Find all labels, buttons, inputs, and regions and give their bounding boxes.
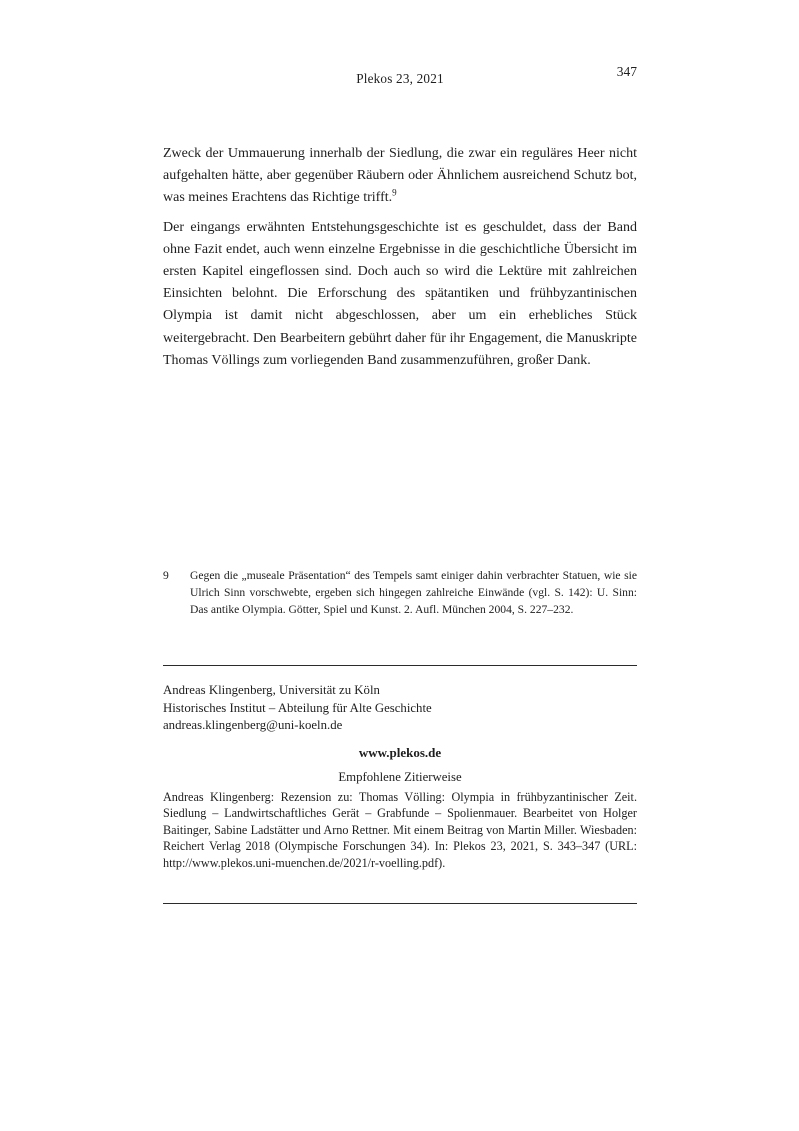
footnote-text: Gegen die „museale Präsentation“ des Tempels samt einiger dahin verbrachter Statuen, wie sie Ulrich Sinn vorschwebte, ergeben sich hingegen zahlreiche Einwände (vgl. S. 142): U. Sinn: Das antike Olympia. Götter, Spiel und Kunst. 2. Aufl. München 2004, S. 227–232. — [190, 569, 637, 616]
citation-text: Andreas Klingenberg: Rezension zu: Thomas Völling: Olympia in frühbyzantinischer Zeit. Siedlung – Landwirtschaftliches Gerät – Grabfunde – Spolienmauer. Bearbeitet von Holger Baitinger, Sabine Ladstätter und Arno Rettner. Mit einem Beitrag von Martin Miller. Wiesbaden: Reichert Verlag 2018 (Olympische Forschungen 34). In: Plekos 23, 2021, S. 343–347 (URL: http://www.plekos.uni-muenchen.de/2021/r-voelling.pdf). — [163, 790, 637, 870]
page-header — [163, 64, 637, 87]
divider-top — [163, 665, 637, 666]
footnote-block — [163, 568, 637, 619]
main-text — [163, 143, 637, 372]
citation-heading: Empfohlene Zitierweise — [338, 770, 462, 784]
running-title: Plekos 23, 2021 — [356, 71, 444, 86]
divider-bottom — [163, 903, 637, 904]
author-institute: Historisches Institut – Abteilung für Alte Geschichte — [163, 700, 432, 715]
footnote-number: 9 — [163, 569, 169, 582]
paragraph-1-text: Zweck der Ummauerung innerhalb der Siedlung, die zwar ein reguläres Heer nicht aufgehalten hätte, aber gegenüber Räubern oder Ähnlichem ausreichend Schutz bot, was meines Erachtens das Richtige trifft. — [163, 146, 637, 206]
author-email: andreas.klingenberg@uni-koeln.de — [163, 718, 343, 733]
footnote-reference: 9 — [392, 187, 397, 198]
author-affiliation: Andreas Klingenberg, Universität zu Köln — [163, 683, 380, 697]
author-block — [163, 682, 637, 735]
journal-website: www.plekos.de — [358, 745, 442, 760]
page-number: 347 — [616, 64, 637, 79]
paragraph-2: Der eingangs erwähnten Entstehungsgeschichte ist es geschuldet, dass der Band ohne Fazit endet, auch wenn einzelne Ergebnisse in die geschichtliche Übersicht im ersten Kapitel eingeflossen sind. Doch auch so wird die Lektüre mit zahlreichen Einsichten belohnt. Die Erforschung des spätantiken und frühbyzantinischen Olympia ist damit nicht abgeschlossen, aber um ein erhebliches Stück weitergebracht. Den Bearbeitern gebührt daher für ihr Engagement, die Manuskripte Thomas Völlings zum vorliegenden Band zusammenzuführen, großer Dank. — [163, 219, 637, 368]
paragraph-1 — [163, 143, 637, 210]
